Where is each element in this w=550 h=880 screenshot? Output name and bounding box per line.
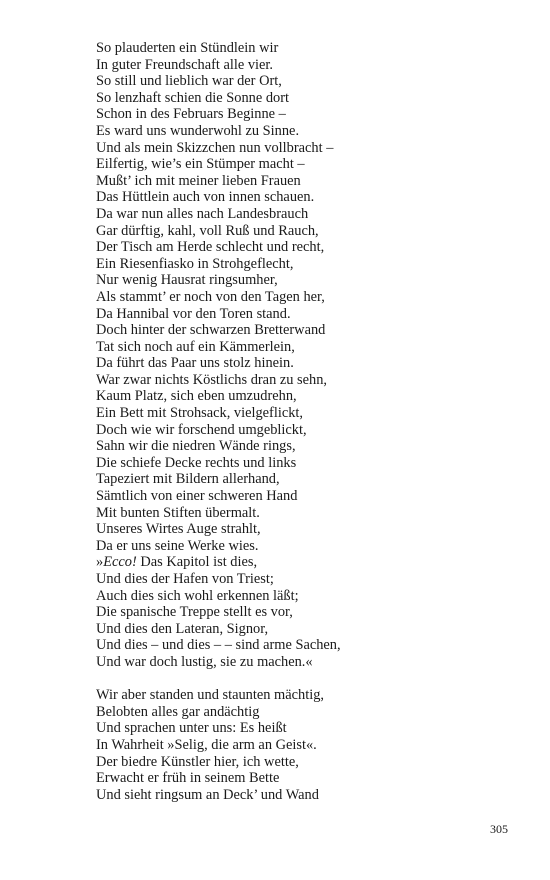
poem-line: Ein Riesenfiasko in Strohgeflecht, xyxy=(96,255,294,272)
poem-line: Da war nun alles nach Landesbrauch xyxy=(96,205,309,222)
poem-line: Tat sich noch auf ein Kämmerlein, xyxy=(96,338,295,355)
poem-line: Wir aber standen und staunten mächtig, xyxy=(96,687,325,704)
poem-line: Sämtlich von einer schweren Hand xyxy=(96,488,298,505)
poem-line: Und dies den Lateran, Signor, xyxy=(96,620,269,637)
poem-line: Der biedre Künstler hier, ich wette, xyxy=(96,753,299,770)
poem-line: Es ward uns wunderwohl zu Sinne. xyxy=(96,122,300,139)
line-suffix: Das Kapitol ist dies, xyxy=(136,554,258,571)
poem-line: Auch dies sich wohl erkennen läßt; xyxy=(96,587,299,604)
poem-line: Als stammt’ er noch von den Tagen her, xyxy=(96,288,325,305)
poem-line: So still und lieblich war der Ort, xyxy=(96,73,282,90)
poem-line: Mußt’ ich mit meiner lieben Frauen xyxy=(96,172,301,189)
poem-line: Und sprachen unter uns: Es heißt xyxy=(96,720,287,737)
poem-line: Gar dürftig, kahl, voll Ruß und Rauch, xyxy=(96,222,319,239)
poem-line: Und sieht ringsum an Deck’ und Wand xyxy=(96,786,319,803)
poem-line: Und dies – und dies – – sind arme Sachen, xyxy=(96,637,341,654)
italic-word: Ecco! xyxy=(103,554,137,571)
poem-line: Die spanische Treppe stellt es vor, xyxy=(96,604,293,621)
poem-line: Kaum Platz, sich eben umzudrehn, xyxy=(96,388,297,405)
poem-line: Und war doch lustig, sie zu machen.« xyxy=(96,653,313,670)
poem-line: Ein Bett mit Strohsack, vielgeflickt, xyxy=(96,405,304,422)
poem-line: In guter Freundschaft alle vier. xyxy=(96,56,274,73)
poem-line: Mit bunten Stiften übermalt. xyxy=(96,504,260,521)
poem-line: Nur wenig Hausrat ringsumher, xyxy=(96,272,278,289)
poem-line: Und dies der Hafen von Triest; xyxy=(96,571,274,587)
poem-line: Da Hannibal vor den Toren stand. xyxy=(96,305,291,322)
poem-line xyxy=(96,554,516,571)
line-prefix: » xyxy=(96,554,104,571)
poem-line: Eilfertig, wie’s ein Stümper macht – xyxy=(96,156,305,173)
poem-line: Der Tisch am Herde schlecht und recht, xyxy=(96,239,325,256)
poem-line: So plauderten ein Stündlein wir xyxy=(96,40,279,56)
poem-line: Das Hüttlein auch von innen schauen. xyxy=(96,189,315,206)
poem-line: Sahn wir die niedren Wände rings, xyxy=(96,438,296,455)
stanza xyxy=(96,687,516,803)
poem-line: Da führt das Paar uns stolz hinein. xyxy=(96,355,294,372)
poem-line: Doch wie wir forschend umgeblickt, xyxy=(96,421,307,438)
poem-line: Und als mein Skizzchen nun vollbracht – xyxy=(96,139,334,156)
poem-line: Schon in des Februars Beginne – xyxy=(96,106,286,123)
poem-line: Tapeziert mit Bildern allerhand, xyxy=(96,471,280,488)
poem-line: War zwar nichts Köstlichs dran zu sehn, xyxy=(96,371,328,388)
poem-line: Unseres Wirtes Auge strahlt, xyxy=(96,521,261,538)
poem-line: Doch hinter der schwarzen Bretterwand xyxy=(96,322,326,339)
stanza xyxy=(96,40,516,671)
poem-line: Da er uns seine Werke wies. xyxy=(96,537,259,554)
poem-line: So lenzhaft schien die Sonne dort xyxy=(96,89,290,106)
page-number: 305 xyxy=(490,822,508,836)
poem-line: Erwacht er früh in seinem Bette xyxy=(96,770,280,787)
poem-line: Belobten alles gar andächtig xyxy=(96,703,260,720)
poem-line: In Wahrheit »Selig, die arm an Geist«. xyxy=(96,736,317,753)
poem-line: Die schiefe Decke rechts und links xyxy=(96,454,297,471)
poem-text xyxy=(96,40,516,803)
